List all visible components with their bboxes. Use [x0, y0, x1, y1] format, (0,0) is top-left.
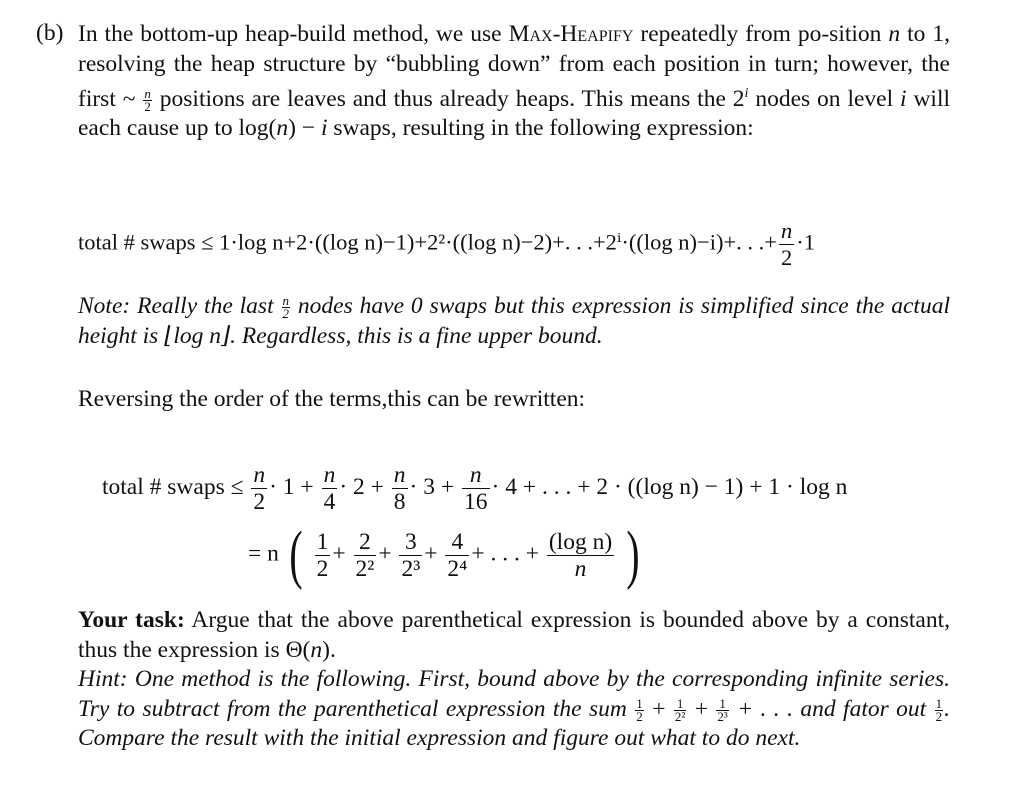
equation-2-term-fraction: $\frac{n}{2}$: [253, 462, 266, 515]
superscript-i: i: [744, 86, 749, 101]
equation-2-term-fraction: $\frac{n}{16}$: [464, 462, 488, 515]
var-n-2: n: [276, 115, 289, 142]
left-paren: (: [289, 518, 303, 591]
equation-2-lhs: total # swaps ≤: [102, 473, 244, 500]
max-heapify-term: Max-Heapify: [508, 21, 634, 47]
intro-text-4: positions are leaves and thus already heaps. This means the 2: [152, 85, 745, 112]
hint-fraction-2: $\frac{1}{\text{2²}}$: [674, 695, 686, 724]
hint-fraction-1: $\frac{1}{2}$: [636, 695, 643, 724]
hint-text-2: + . . . and fator out: [729, 695, 934, 722]
task-paragraph: Your task: Argue that the above parenthetical expression is bounded above by a constant, thus the expression is Θ(n). Hint: One method is the following. First, bound above by the corresponding infinite series. Try to subtract from the parenthetical expression the sum $\frac{1}{2}$ + $\frac{1}{\text{2²}}$ + $\frac{1}{\text{2³}}$ + . . . and fator out $\frac{1}{2}$ . Compare the result with the initial expression and figure out what to do next.: [78, 607, 950, 751]
task-label: Your task:: [78, 607, 185, 633]
equation-3-term-fraction: $\frac{2}{\text{2²}}$: [355, 528, 375, 582]
intro-text-2: repeatedly from po-sition: [633, 21, 889, 47]
var-i: i: [900, 85, 907, 112]
note-text-2: nodes have 0 swaps but this expression is simplified since the actual height is ⌊log n⌋. Regardless, this is a fine upper bound.: [78, 293, 950, 349]
task-text-1: Argue that the above parenthetical expression is bounded above by a constant, thus the expression is Θ(: [78, 607, 950, 663]
intro-text-8: swaps, resulting in the following expression:: [327, 115, 754, 142]
equation-2: [102, 462, 847, 515]
equation-3-term-fraction: $\frac{4}{\text{2⁴}}$: [447, 528, 468, 582]
equation-2-term-after: · 3 +: [409, 473, 455, 500]
equation-2-term-after: · 4 + . . . + 2 · ((log n) − 1) + 1 · log n: [491, 473, 848, 500]
equation-3: [248, 518, 644, 591]
fraction-n-over-2: $\frac{n}{2}$: [144, 85, 151, 114]
equation-2-term-fraction: $\frac{n}{8}$: [393, 462, 406, 515]
reversing-text: Reversing the order of the terms,this can be rewritten:: [78, 386, 586, 412]
intro-text-5: nodes on level: [748, 85, 901, 112]
equation-2-term-after: · 2 +: [339, 473, 384, 500]
equation-3-term-after: +: [332, 540, 346, 567]
intro-text-3: to 1, resolving the heap structure by “bubbling down” from each position in turn; however, the first ~: [78, 21, 950, 112]
var-i-2: i: [320, 115, 328, 142]
hint-fraction-3: $\frac{1}{\text{2³}}$: [717, 695, 728, 724]
equation-1-fraction: $\frac{n}{2}$: [780, 218, 793, 270]
part-label: (b): [36, 20, 64, 46]
equation-1-tail: ·1: [796, 229, 815, 255]
equation-1-lhs: total # swaps ≤ 1·log n+2·((log n)−1)+2²·((log n)−2)+. . .+2ⁱ·((log n)−i)+. . .+: [78, 229, 777, 255]
equation-1: [78, 218, 815, 271]
equation-3-term-fraction: $\frac{1}{2}$: [316, 528, 329, 582]
hint-fraction-4: $\frac{1}{2}$: [935, 695, 943, 724]
note-paragraph: [78, 292, 950, 351]
equation-3-term-fraction: $\frac{\text{(log n)}}{n}$: [548, 528, 613, 582]
equation-2-term-fraction: $\frac{n}{4}$: [323, 462, 336, 515]
equation-3-term-fraction: $\frac{3}{\text{2³}}$: [401, 528, 421, 582]
equation-3-term-after: + . . . +: [471, 540, 539, 567]
hint-label: Hint:: [78, 666, 128, 692]
equation-3-term-after: +: [424, 540, 438, 567]
right-paren: ): [626, 518, 640, 591]
intro-text-1: In the bottom-up heap-build method, we use: [78, 21, 509, 47]
var-n: n: [888, 21, 901, 47]
intro-text-6: will each cause up to log(: [78, 85, 951, 142]
task-text-2: ).: [322, 636, 336, 663]
equation-2-term-after: · 1 +: [269, 473, 314, 500]
task-var-n: n: [310, 636, 323, 663]
intro-paragraph: [78, 20, 950, 144]
hint-text-1: One method is the following. First, bound above by the corresponding infinite series. Try to subtract from the parenthetical expression the sum: [78, 666, 950, 722]
note-text-1: Note: Really the last: [78, 293, 281, 319]
equation-3-lhs: = n: [248, 540, 279, 567]
equation-3-term-after: +: [378, 540, 392, 567]
note-fraction: $\frac{n}{2}$: [282, 293, 290, 322]
hint-text-3: . Compare the result with the initial expression and figure out what to do next.: [78, 695, 950, 751]
intro-text-7: ) −: [288, 115, 321, 142]
